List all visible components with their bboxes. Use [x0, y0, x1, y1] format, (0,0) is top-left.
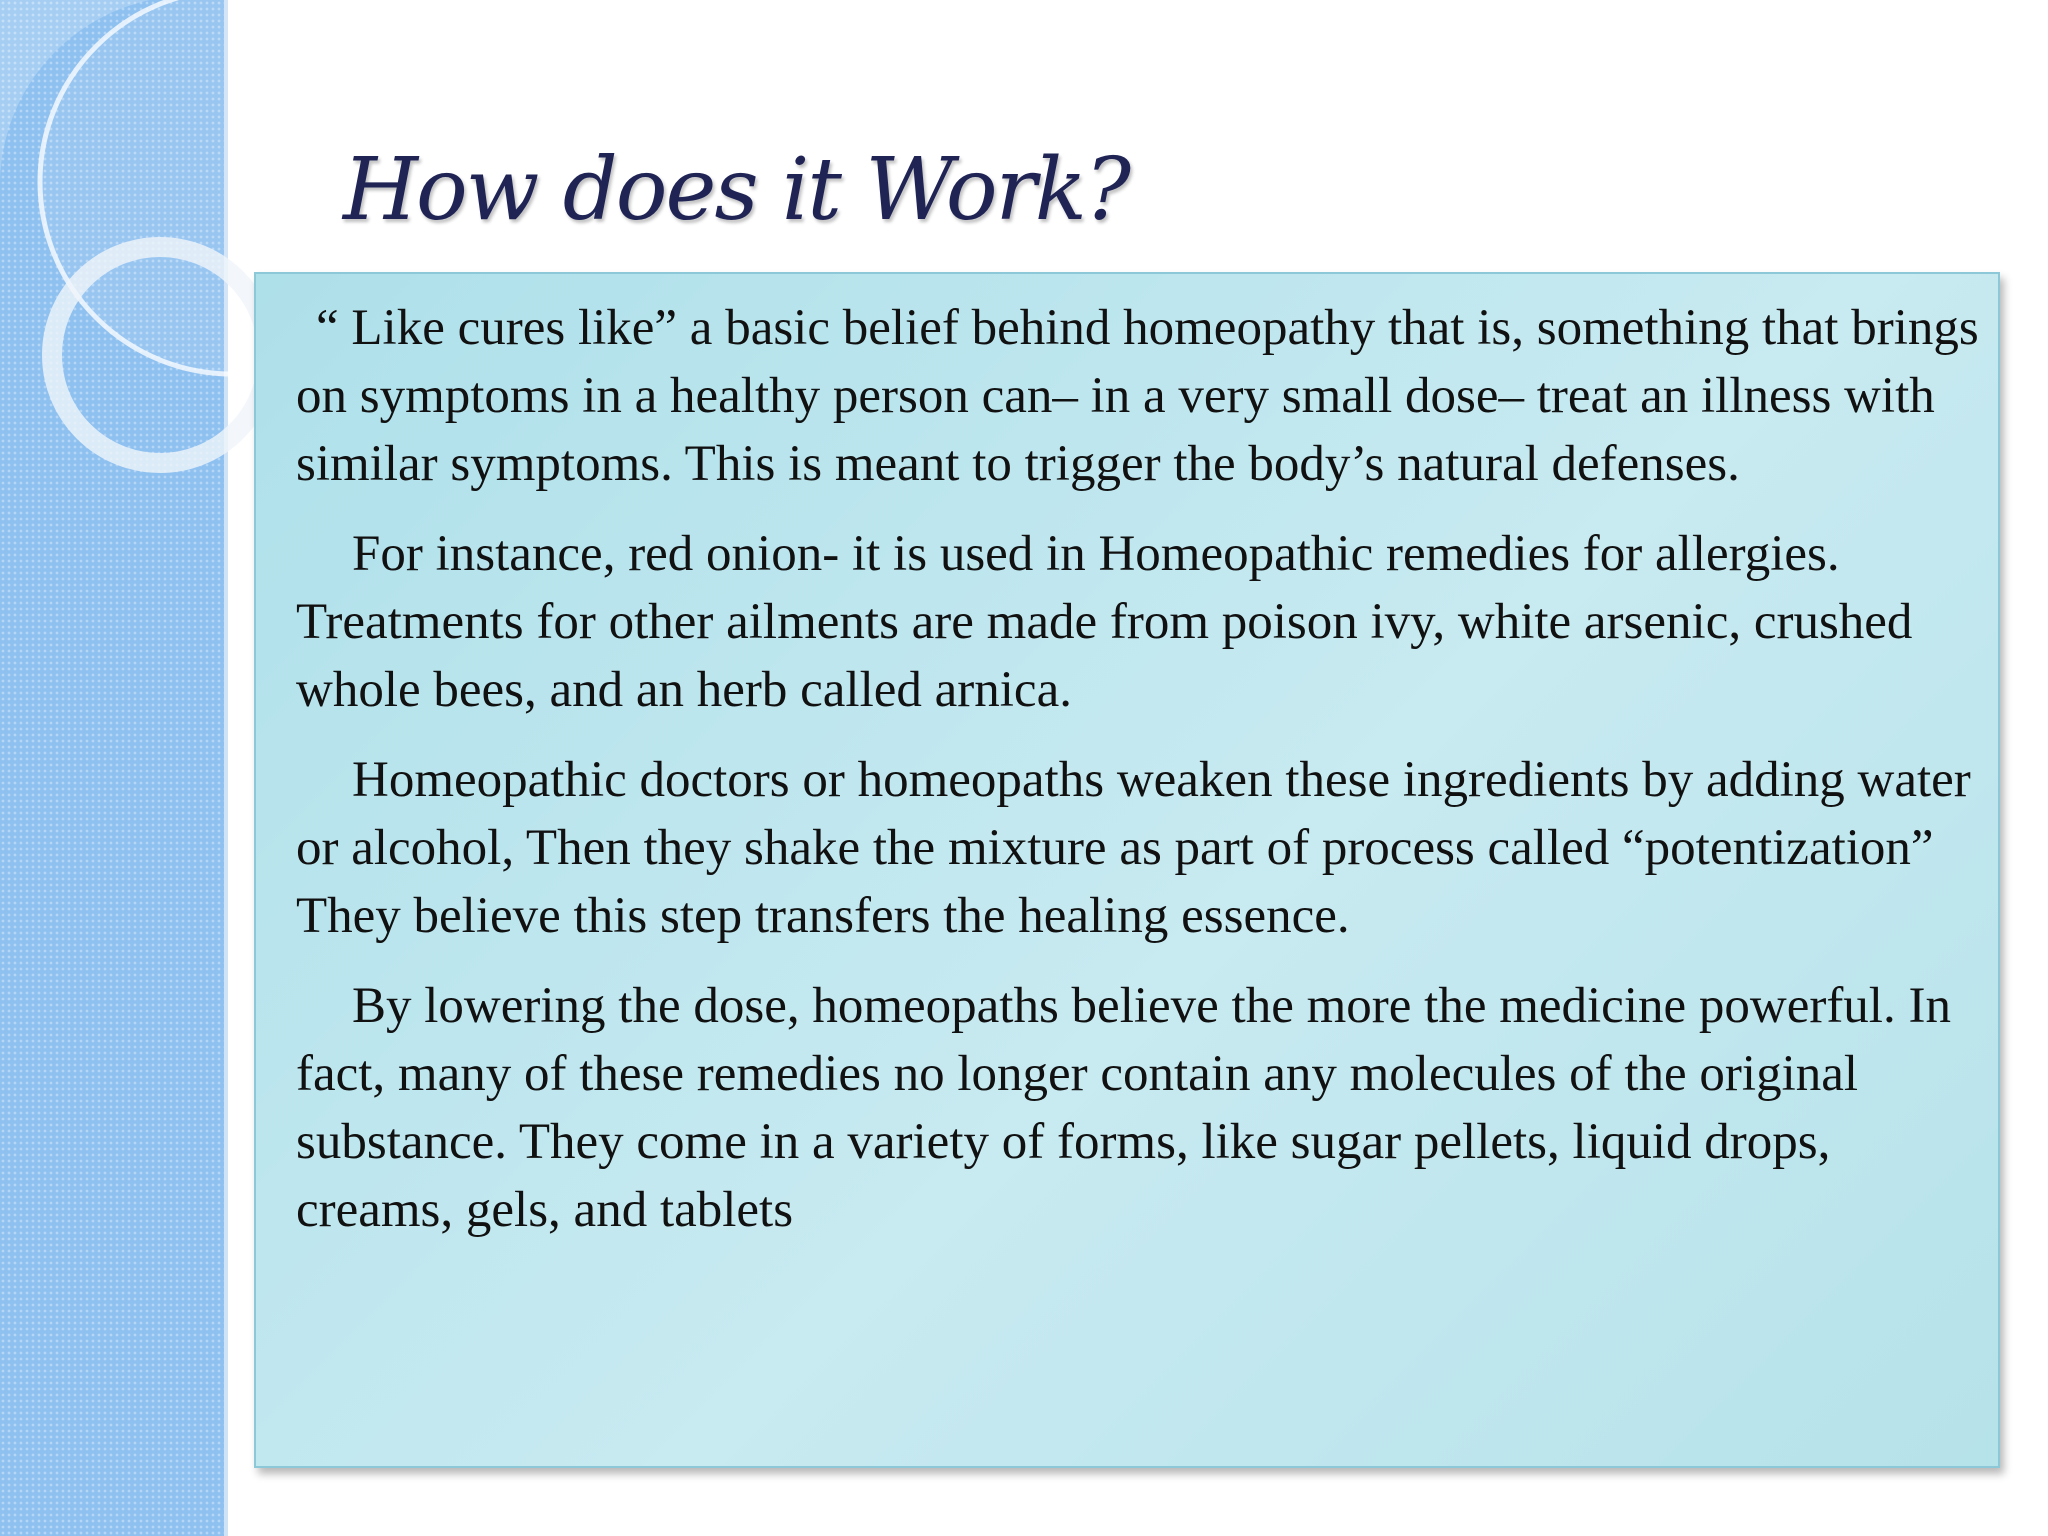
paragraph-like-cures-like: “ Like cures like” a basic belief behind homeopathy that is, something that brings on symptoms in a healthy person can– in a very small dose– treat an illness with similar symptoms. This is meant to trigger the body’s natural defenses. [296, 300, 1979, 492]
paragraph-potentization: Homeopathic doctors or homeopaths weaken these ingredients by adding water or alcohol, Then they shake the mixture as part of process called “potentization” They believe this step transfers the healing essence. [296, 752, 1971, 944]
decorative-circles-icon [0, 0, 260, 520]
content-box [254, 272, 2000, 1468]
paragraph-lowering-dose: By lowering the dose, homeopaths believe the more the medicine powerful. In fact, many of these remedies no longer contain any molecules of the original substance. They come in a variety of forms, like sugar pellets, liquid drops, creams, gels, and tablets [296, 978, 1951, 1238]
paragraph-red-onion: For instance, red onion- it is used in Homeopathic remedies for allergies. Treatments for other ailments are made from poison ivy, white arsenic, crushed whole bees, and an herb called arnica. [296, 526, 1913, 718]
slide-title: How does it Work? [343, 140, 1129, 240]
